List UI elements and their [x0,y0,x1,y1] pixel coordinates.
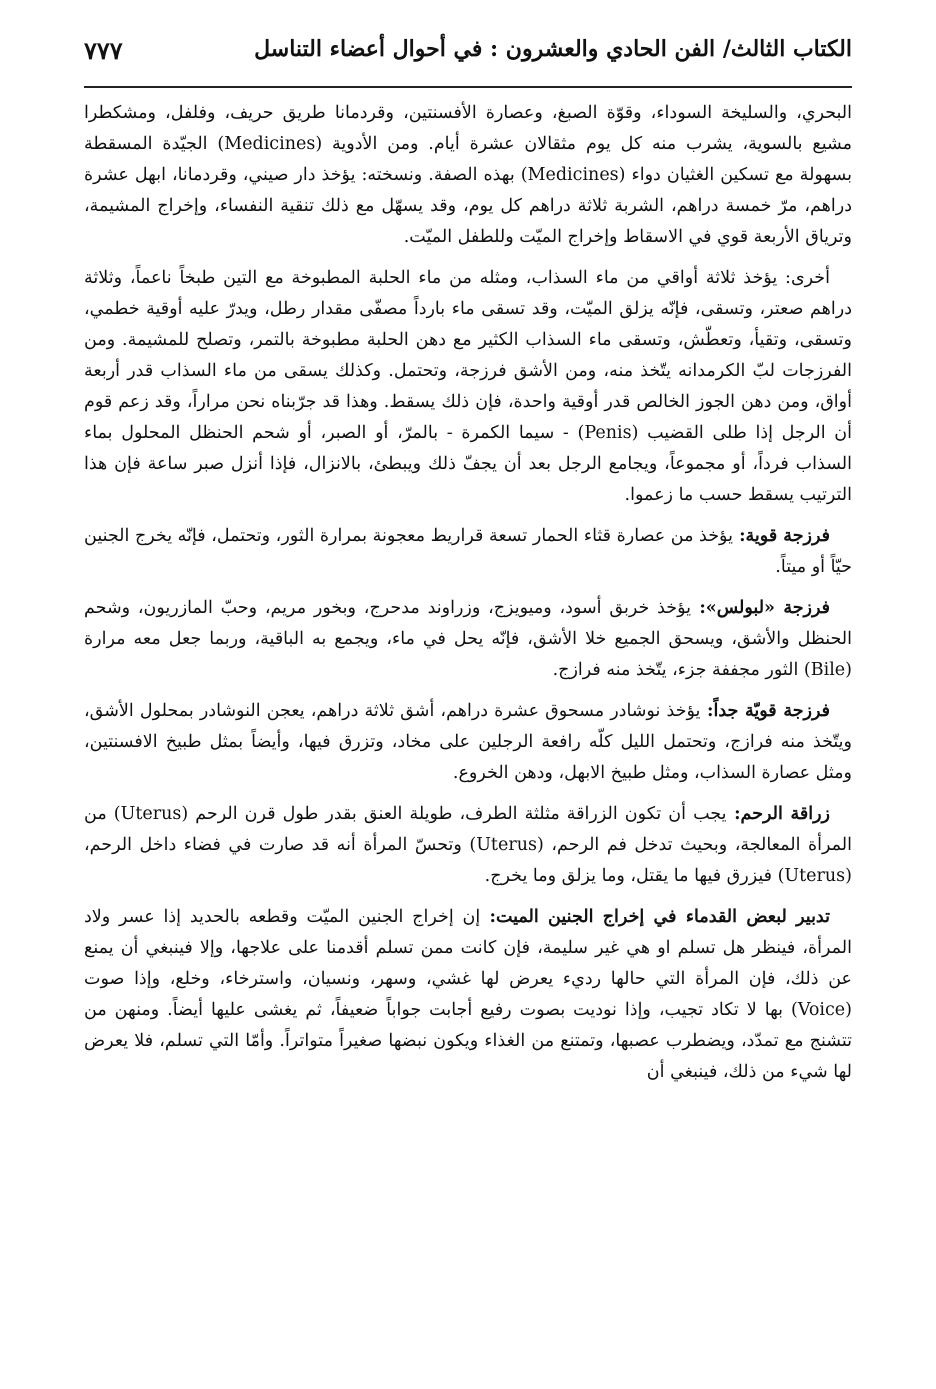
paragraph-text: إن إخراج الجنين الميّت وقطعه بالحديد إذا عسر ولاد المرأة، فينظر هل تسلم او هي غير سليمة، فإن كانت ممن تسلم أقدمنا على علاجها، وإلا فينبغي أن يمنع عن ذلك، فإن المرأة التي حالها رديء يعرض لها غشي، وسهر، ونسيان، واسترخاء، وخلع، وإذا صوت (Voice) بها لا تكاد تجيب، وإذا نوديت بصوت رفيع أجابت جواباً ضعيفاً، ثم يغشى عليها أيضاً. ومنهن من تتشنج مع تمدّد، ويضطرب عصبها، وتمتنع من الغذاء ويكون نبضها صغيراً متواتراً. وأمّا التي تسلم، فلا يعرض لها شيء من ذلك، فينبغي أن [84,907,852,1082]
paragraph-heading: فرزجة «لبولس»: [691,598,830,618]
paragraph-heading: فرزجة قوية: [732,526,830,546]
paragraph [84,521,852,583]
header-divider [84,86,852,88]
paragraph-text: يؤخذ خربق أسود، وميويزج، وزراوند مدحرج، وبخور مريم، وحبّ المازريون، وشحم الحنظل والأشق، ويسحق الجميع خلا الأشق، فإنّه يحل في ماء، ويجمع به الباقية، وربما جعل معه مرارة (Bile) الثور مجففة جزء، يتّخذ منه فرازج. [84,598,852,680]
paragraph [84,696,852,789]
paragraph-text: يؤخذ نوشادر مسحوق عشرة دراهم، أشق ثلاثة دراهم، يعجن النوشادر بمحلول الأشق، ويتّخذ منه فرازج، وتحتمل الليل كلّه رافعة الرجلين على مخاد، وتزرق فيها، وأيضاً بمثل طبيخ الافسنتين، ومثل عصارة السذاب، ومثل طبيخ الابهل، ودهن الخروع. [84,701,852,783]
paragraph [84,263,852,511]
paragraph [84,593,852,686]
page-header [84,30,852,82]
paragraph-heading: تدبير لبعض القدماء في إخراج الجنين الميت: [480,907,830,927]
paragraph-heading: زراقة الرحم: [726,804,830,824]
paragraph-text: البحري، والسليخة السوداء، وقوّة الصبغ، وعصارة الأفسنتين، وقردمانا طريق حريف، وفلفل، ومشكطرا مشيع بالسوية، يشرب منه كل يوم مثقالان عشرة أيام. ومن الأدوية (Medicines) الجيّدة المسقطة بسهولة مع تسكين الغثيان دواء (Medicines) بهذه الصفة. ونسخته: يؤخذ دار صيني، وقردمانا، ابهل عشرة دراهم، مرّ خمسة دراهم، الشربة ثلاثة دراهم كل يوم، وقد يسهّل مع ذلك تنقية النفساء، وإخراج المشيمة، وترياق الأربعة قوي في الاسقاط وإخراج الميّت وللطفل الميّت. [84,103,852,247]
paragraph [84,98,852,253]
paragraph [84,902,852,1088]
paragraph-text: يؤخذ من عصارة قثاء الحمار تسعة قراريط معجونة بمرارة الثور، وتحتمل، فإنّه يخرج الجنين حيّاً أو ميتاً. [84,526,852,577]
running-title: الكتاب الثالث/ الفن الحادي والعشرون : في أحوال أعضاء التناسل [254,36,852,62]
paragraph [84,799,852,892]
page-number: ٧٧٧ [84,36,123,65]
paragraph-heading: فرزجة قويّة جداً: [700,701,830,721]
page-body [84,98,852,1098]
paragraph-text: يجب أن تكون الزراقة مثلثة الطرف، طويلة العنق بقدر طول قرن الرحم (Uterus) من المرأة المعالجة، وبحيث تدخل فم الرحم، (Uterus) وتحسّ المرأة أنه قد صارت في فضاء داخل الرحم، (Uterus) فيزرق فيها ما يقتل، وما يزلق وما يخرج. [84,804,852,886]
paragraph-text: أخرى: يؤخذ ثلاثة أواقي من ماء السذاب، ومثله من ماء الحلبة المطبوخة مع التين طبخاً ناعماً، وثلاثة دراهم صعتر، وتسقى، فإنّه يزلق الميّت، وقد تسقى ماء بارداً مصفّى مقدار رطل، ويدرّ عليه أوقية خطمي، وتسقى، وتقيأ، وتعطّش، وتسقى ماء السذاب الكثير مع دهن الحلبة مطبوخة بالتمر، وتصلح للمشيمة. ومن الفرزجات لبّ الكرمدانه يتّخذ منه، ومن الأشق فرزجة، وتحتمل. وكذلك يسقى من ماء السذاب قدر أربعة أواق، ومن دهن الجوز الخالص قدر أوقية واحدة، فإن ذلك يسقط. وهذا قد جرّبناه نحن مراراً، وقد زعم قوم أن الرجل إذا طلى القضيب (Penis) - سيما الكمرة - بالمرّ، أو الصبر، أو شحم الحنظل المحلول بماء السذاب فرداً، أو مجموعاً، ويجامع الرجل بعد أن يجفّ ذلك ويبطئ، بالانزال، فإذا أنزل صبر ساعة فإن هذا الترتيب يسقط حسب ما زعموا. [84,268,853,505]
